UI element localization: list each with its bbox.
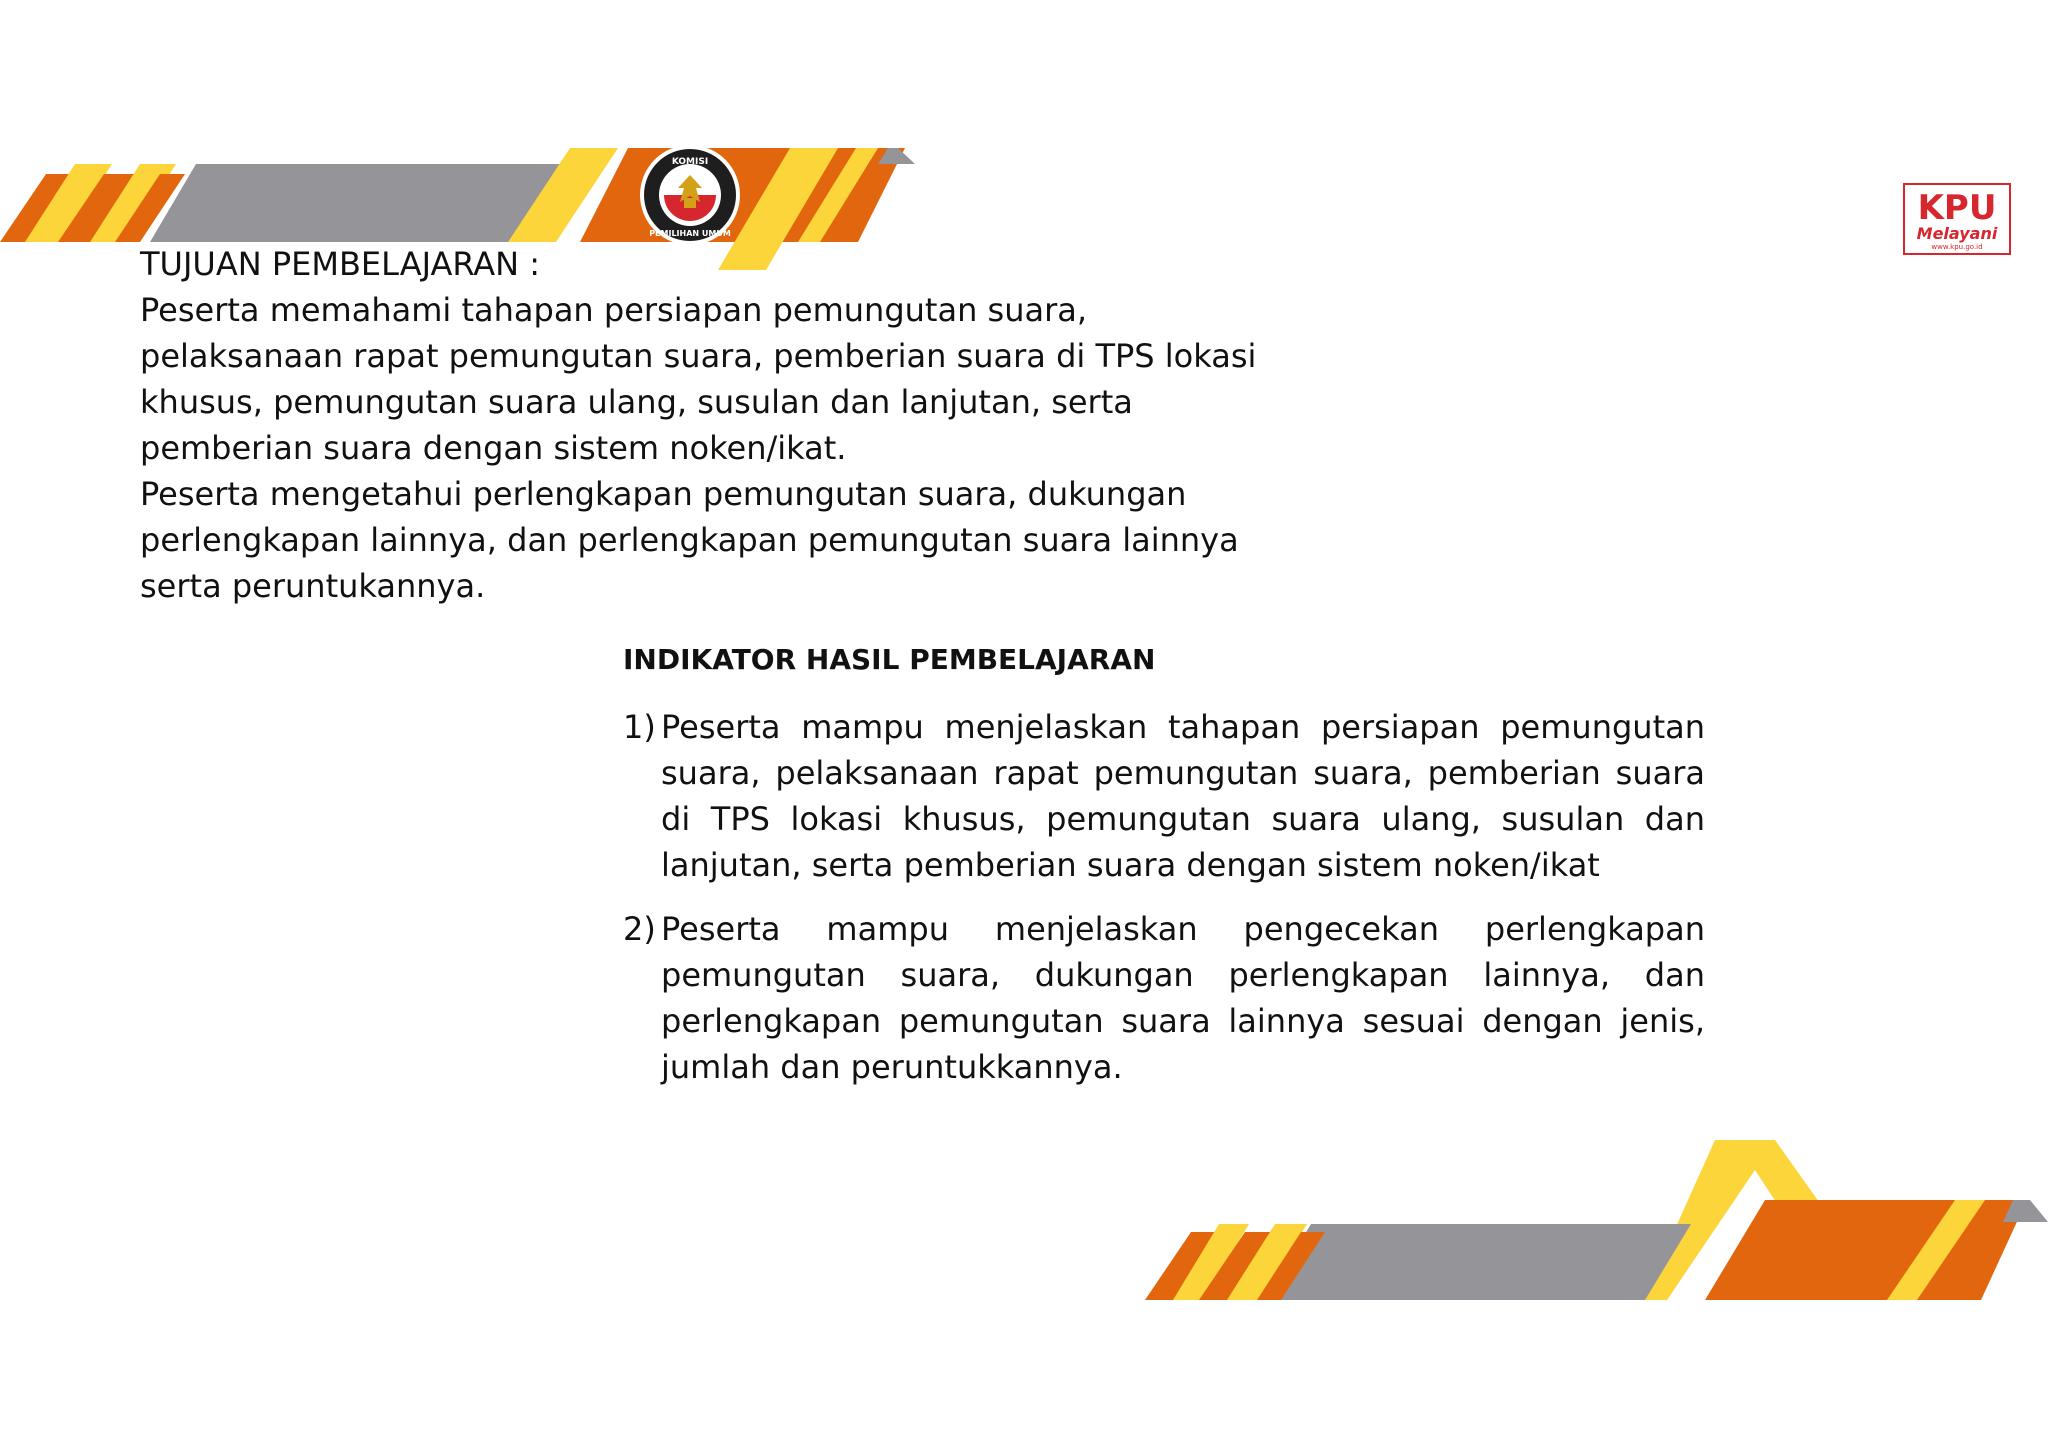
indicator-item-text: Peserta mampu menjelaskan pengecekan perlengkapan pemungutan suara, dukungan perlengkapan lainnya, dan perlengkapan pemungutan suara lainnya sesuai dengan jenis, jumlah dan peruntukkannya. — [661, 910, 1705, 1086]
indicator-item-text: Peserta mampu menjelaskan tahapan persiapan pemungutan suara, pelaksanaan rapat pemungutan suara, pemberian suara di TPS lokasi khusus, pemungutan suara ulang, susulan dan lanjutan, serta pemberian suara dengan sistem noken/ikat — [661, 708, 1705, 884]
kpu-logo-subtitle: Melayani — [1916, 224, 1998, 243]
indicator-heading: INDIKATOR HASIL PEMBELAJARAN — [623, 643, 1156, 676]
indicator-item — [623, 704, 1705, 888]
kpu-melayani-logo — [1903, 183, 2011, 255]
bottom-banner-decoration — [1125, 1130, 2048, 1305]
kpu-logo-title: KPU — [1917, 188, 1997, 228]
indicator-item-number: 1) — [623, 708, 656, 746]
learning-objective-paragraph-1: Peserta memahami tahapan persiapan pemungutan suara, pelaksanaan rapat pemungutan suara, pemberian suara di TPS lokasi khusus, pemungutan suara ulang, susulan dan lanjutan, serta pemberian suara dengan sistem noken/ikat. — [140, 291, 1257, 467]
indicator-item — [623, 906, 1705, 1090]
indicator-item-number: 2) — [623, 910, 656, 948]
emblem-bottom-text: PEMILIHAN UMUM — [649, 229, 731, 238]
learning-objective-paragraph-2: Peserta mengetahui perlengkapan pemungutan suara, dukungan perlengkapan lainnya, dan perlengkapan pemungutan suara lainnya serta peruntukannya. — [140, 475, 1239, 605]
kpu-logo-url: www.kpu.go.id — [1931, 243, 1983, 251]
learning-objective-section — [140, 241, 1260, 609]
indicator-list — [623, 704, 1705, 1108]
emblem-top-text: KOMISI — [671, 157, 709, 167]
learning-objective-heading: TUJUAN PEMBELAJARAN : — [140, 245, 541, 283]
